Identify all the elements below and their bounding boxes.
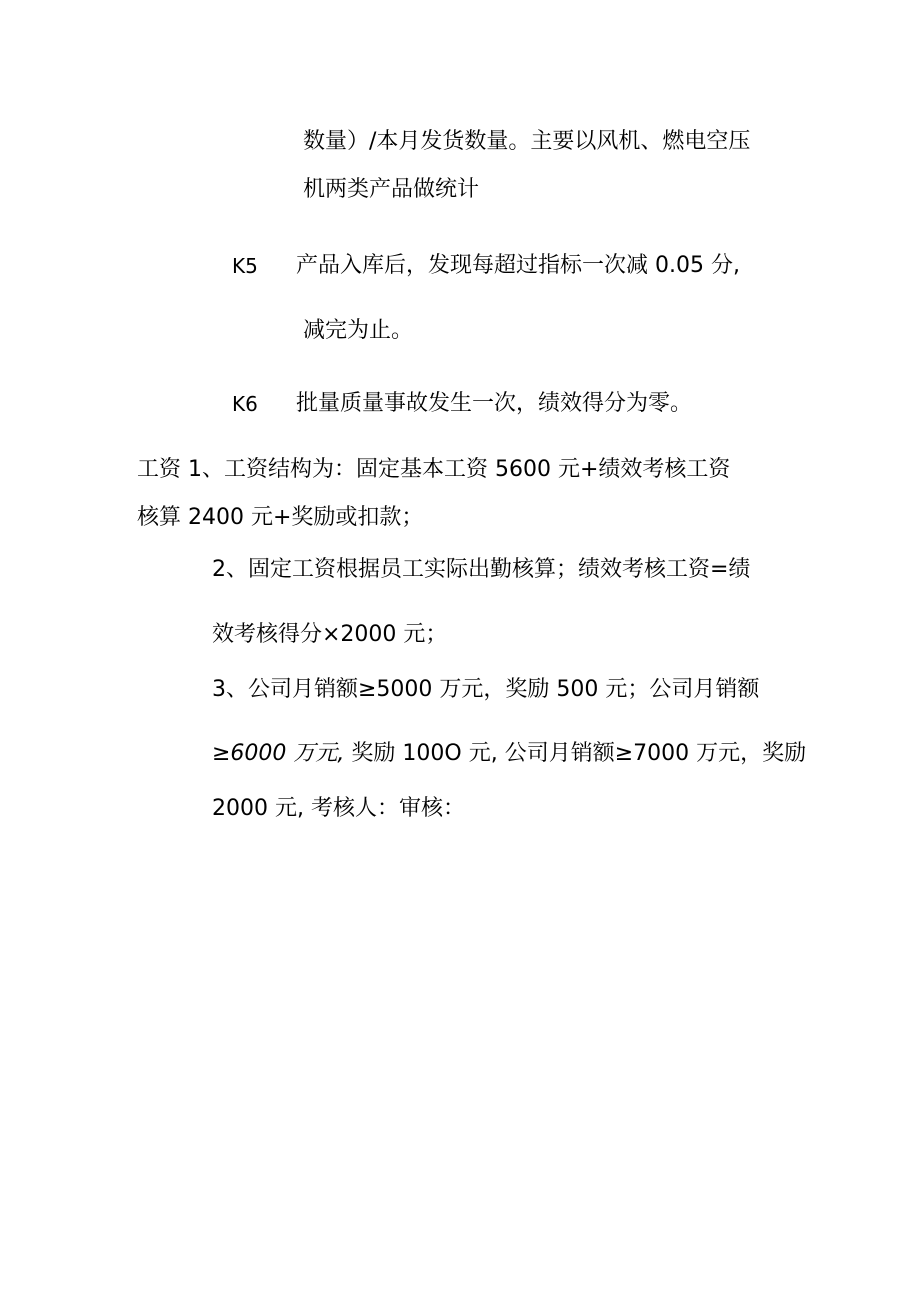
k5-line-2: 减完为止。	[303, 318, 414, 343]
salary-item2-line-2: 效考核得分×2000 元；	[212, 622, 448, 647]
k6-code: K6	[232, 392, 258, 416]
salary-item3-line-3: 2000 元, 考核人：审核：	[212, 796, 465, 821]
k6-line-1: 批量质量事故发生一次，绩效得分为零。	[296, 391, 693, 416]
salary-item3-line-2	[212, 739, 806, 769]
salary-item3-line-1: 3、公司月销额≥5000 万元，奖励 500 元；公司月销额	[212, 677, 760, 702]
salary-item2-line-1: 2、固定工资根据员工实际出勤核算；绩效考核工资=绩	[212, 557, 751, 582]
k5-line-1: 产品入库后，发现每超过指标一次减 0.05 分,	[296, 253, 740, 278]
k5-code: K5	[232, 254, 258, 278]
continuation-line-1: 数量）/本月发货数量。主要以风机、燃电空压	[303, 129, 751, 154]
salary-heading-line-1: 工资 1、工资结构为：固定基本工资 5600 元+绩效考核工资	[137, 457, 731, 482]
salary-heading-line-2: 核算 2400 元+奖励或扣款；	[137, 505, 424, 530]
continuation-line-2: 机两类产品做统计	[303, 177, 480, 202]
salary-item3-italic-amount: ≥6000 万元,	[212, 741, 345, 766]
salary-item3-line-2-rest: 奖励 100O 元, 公司月销额≥7000 万元，奖励	[344, 741, 807, 766]
